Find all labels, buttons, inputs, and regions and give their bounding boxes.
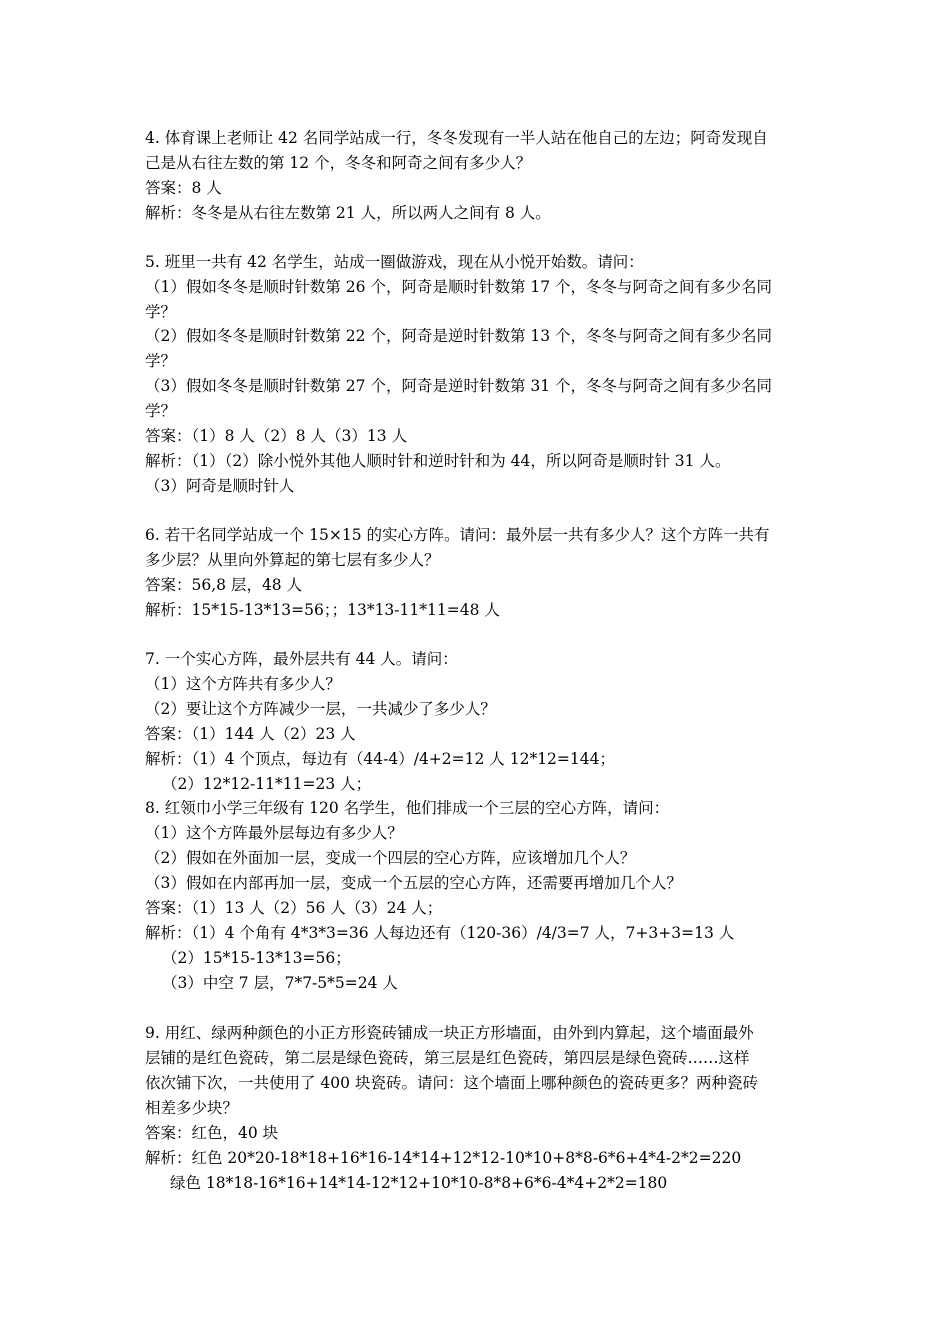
q7-question: 7. 一个实心方阵，最外层共有 44 人。请问：	[145, 650, 458, 668]
q6-answer: 答案：56,8 层，48 人	[145, 576, 303, 594]
q7-sub2: （2）要让这个方阵减少一层，一共减少了多少人？	[145, 700, 496, 718]
q9-question-line-1: 9. 用红、绿两种颜色的小正方形瓷砖铺成一块正方形墙面，由外到内算起，这个墙面最外	[145, 1024, 754, 1042]
q5-sub1-line-1: （1）假如冬冬是顺时针数第 26 个，阿奇是顺时针数第 17 个，冬冬与阿奇之间有多少名同	[145, 278, 773, 296]
q5-sub3-line-2: 学？	[145, 402, 177, 420]
q5-question: 5. 班里一共有 42 名学生，站成一圈做游戏，现在从小悦开始数。请问：	[145, 253, 644, 271]
q5-analysis-line-1: 解析：（1）（2）除小悦外其他人顺时针和逆时针和为 44，所以阿奇是顺时针 31 人。	[145, 452, 731, 470]
q7-analysis-line-1: 解析：（1）4 个顶点，每边有（44-4）/4+2=12 人 12*12=144；	[145, 750, 615, 768]
q4-question-line-2: 己是从右往左数的第 12 个，冬冬和阿奇之间有多少人？	[145, 154, 532, 172]
q6-question-line-1: 6. 若干名同学站成一个 15×15 的实心方阵。请问：最外层一共有多少人？这个方阵一共有	[145, 526, 770, 544]
q9-analysis-line-1: 解析：红色 20*20-18*18+16*16-14*14+12*12-10*10+8*8-6*6+4*4-2*2=220	[145, 1149, 742, 1167]
q8-question: 8. 红领巾小学三年级有 120 名学生，他们排成一个三层的空心方阵，请问：	[145, 799, 670, 817]
q7-sub1: （1）这个方阵共有多少人？	[145, 675, 341, 693]
q8-analysis-line-2: （2）15*15-13*13=56；	[162, 949, 351, 967]
q5-analysis-line-2: （3）阿奇是顺时针人	[145, 477, 295, 495]
q8-analysis-line-3: （3）中空 7 层，7*7-5*5=24 人	[162, 974, 398, 992]
q5-sub2-line-2: 学？	[145, 352, 177, 370]
q6-analysis: 解析：15*15-13*13=56；；13*13-11*11=48 人	[145, 601, 500, 619]
q7-answer: 答案：（1）144 人（2）23 人	[145, 725, 356, 743]
q5-sub3-line-1: （3）假如冬冬是顺时针数第 27 个，阿奇是逆时针数第 31 个，冬冬与阿奇之间有多少名同	[145, 377, 773, 395]
q8-answer: 答案：（1）13 人（2）56 人（3）24 人；	[145, 899, 443, 917]
q9-question-line-2: 层铺的是红色瓷砖，第二层是绿色瓷砖，第三层是红色瓷砖，第四层是绿色瓷砖……这样	[145, 1049, 750, 1067]
q8-sub1: （1）这个方阵最外层每边有多少人？	[145, 824, 403, 842]
q5-answer: 答案：（1）8 人（2）8 人（3）13 人	[145, 427, 408, 445]
q6-question-line-2: 多少层？从里向外算起的第七层有多少人？	[145, 551, 440, 569]
q5-sub1-line-2: 学？	[145, 303, 177, 321]
q9-answer: 答案：红色，40 块	[145, 1124, 279, 1142]
q9-question-line-4: 相差多少块？	[145, 1099, 239, 1117]
q4-answer: 答案：8 人	[145, 179, 222, 197]
q4-analysis: 解析：冬冬是从右往左数第 21 人，所以两人之间有 8 人。	[145, 204, 551, 222]
q9-analysis-line-2: 绿色 18*18-16*16+14*14-12*12+10*10-8*8+6*6-4*4+2*2=180	[170, 1174, 668, 1192]
q4-question-line-1: 4. 体育课上老师让 42 名同学站成一行，冬冬发现有一半人站在他自己的左边；阿奇发现自	[145, 129, 768, 147]
q8-analysis-line-1: 解析：（1）4 个角有 4*3*3=36 人每边还有（120-36）/4/3=7 人，7+3+3=13 人	[145, 924, 735, 942]
q8-sub3: （3）假如在内部再加一层，变成一个五层的空心方阵，还需要再增加几个人？	[145, 874, 682, 892]
q9-question-line-3: 依次铺下次，一共使用了 400 块瓷砖。请问：这个墙面上哪种颜色的瓷砖更多？两种瓷砖	[145, 1074, 758, 1092]
q8-sub2: （2）假如在外面加一层，变成一个四层的空心方阵，应该增加几个人？	[145, 849, 636, 867]
q5-sub2-line-1: （2）假如冬冬是顺时针数第 22 个，阿奇是逆时针数第 13 个，冬冬与阿奇之间有多少名同	[145, 327, 773, 345]
q7-analysis-line-2: （2）12*12-11*11=23 人；	[162, 775, 372, 793]
